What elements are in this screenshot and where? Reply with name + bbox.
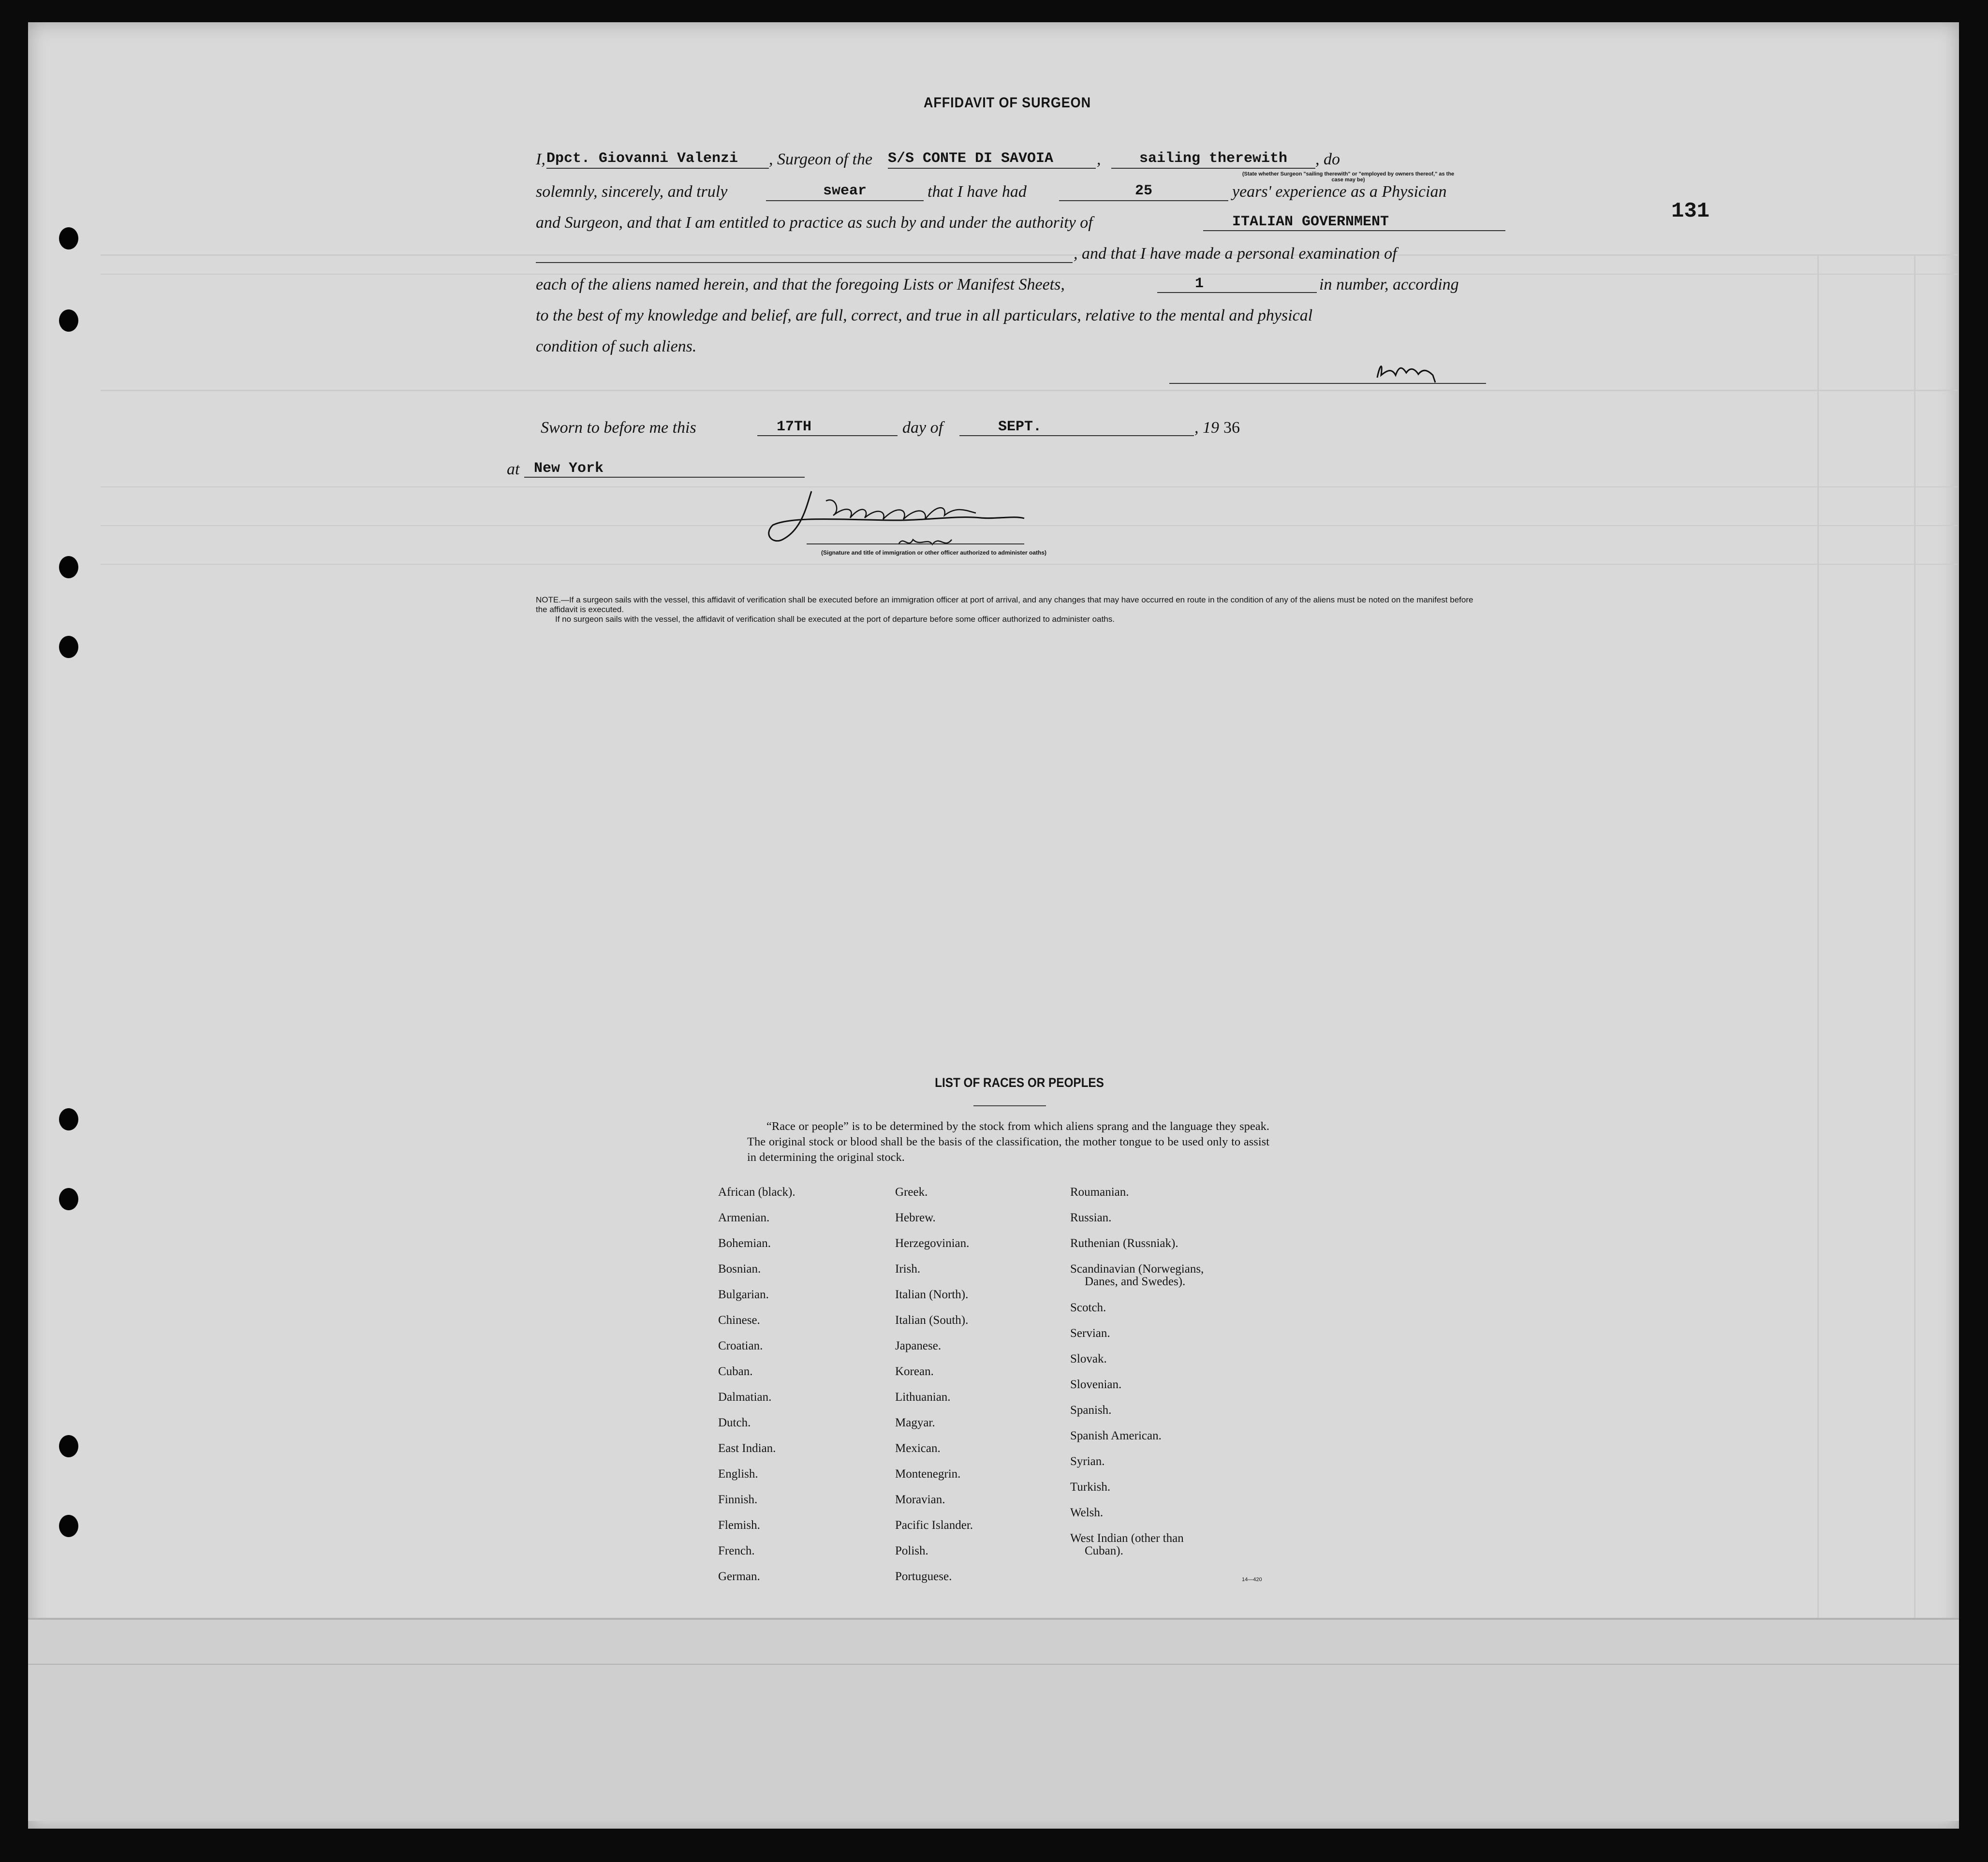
affidavit-line-2 (536, 183, 1503, 212)
text: , 19 (1194, 419, 1219, 437)
surgeon-signature (1372, 356, 1484, 385)
sworn-line (541, 419, 1508, 448)
binder-hole (59, 556, 78, 578)
race-item: Russian. (1070, 1211, 1112, 1224)
binder-hole (59, 309, 78, 332)
race-item: Lithuanian. (895, 1391, 951, 1404)
race-item: Bosnian. (718, 1262, 761, 1276)
affidavit-line-7 (536, 337, 1503, 367)
races-divider (973, 1105, 1046, 1106)
text: each of the aliens named herein, and that the foregoing Lists or Manifest Sheets, (536, 276, 1065, 293)
race-item: Dutch. (718, 1416, 751, 1429)
bottom-band (28, 1618, 1959, 1821)
race-item: Armenian. (718, 1211, 770, 1224)
race-item: Bohemian. (718, 1237, 771, 1250)
races-title: LIST OF RACES OR PEOPLES (935, 1075, 1104, 1090)
race-item: Italian (South). (895, 1314, 969, 1327)
race-item: East Indian. (718, 1442, 776, 1455)
affidavit-note (536, 595, 1484, 624)
text: and Surgeon, and that I am entitled to practice as such by and under the authority of (536, 214, 1093, 232)
race-item: Flemish. (718, 1519, 760, 1532)
race-item: Servian. (1070, 1327, 1110, 1340)
text: in number, according (1319, 276, 1459, 293)
text: years' experience as a Physician (1232, 183, 1447, 201)
race-item: Cuban. (718, 1365, 753, 1378)
race-item: Italian (North). (895, 1288, 969, 1301)
text: , (1097, 150, 1101, 168)
binder-hole (59, 1515, 78, 1537)
authority-continued-field (536, 244, 1073, 263)
race-item: Greek. (895, 1186, 928, 1199)
race-item: Roumanian. (1070, 1186, 1129, 1199)
race-item: French. (718, 1544, 755, 1557)
ghost-rule (1817, 254, 1819, 1657)
race-item: Hebrew. (895, 1211, 936, 1224)
sheets-field: 1 (1157, 275, 1317, 293)
affidavit-line-5 (536, 276, 1503, 305)
officer-signature-line (807, 543, 1024, 544)
binder-hole (59, 1108, 78, 1130)
race-item: English. (718, 1467, 758, 1481)
race-item: Moravian. (895, 1493, 945, 1506)
binder-hole (59, 1435, 78, 1457)
race-item: Spanish. (1070, 1404, 1112, 1417)
race-item (1070, 1525, 1204, 1564)
note-1: NOTE.—If a surgeon sails with the vessel, this affidavit of verification shall be executed before an immigration officer at port of arrival, and any changes that may have occurred en route in the condition of any of the aliens must be noted on the manifest before the affidavit is executed. (536, 595, 1473, 614)
race-item: Herzegovinian. (895, 1237, 970, 1250)
sailing-status-field: sailing therewith (1111, 149, 1315, 169)
races-intro-text: “Race or people” is to be determined by the stock from which aliens sprang and the language they speak. The original stock or blood shall be the basis of the classification, the mother tongue to be used only to assist in determining the original stock. (747, 1120, 1269, 1164)
race-item: Korean. (895, 1365, 934, 1378)
races-column-3 (1070, 1179, 1204, 1564)
race-item: Welsh. (1070, 1506, 1104, 1519)
affidavit-line-6 (536, 307, 1503, 336)
race-item-line: Cuban). (1085, 1544, 1123, 1557)
race-item: Slovenian. (1070, 1378, 1122, 1391)
race-item: Finnish. (718, 1493, 758, 1506)
text: Sworn to before me this (541, 419, 696, 437)
race-item: Ruthenian (Russniak). (1070, 1237, 1178, 1250)
race-item: African (black). (718, 1186, 795, 1199)
place-field: New York (524, 459, 805, 478)
ghost-rule (1914, 254, 1915, 1657)
oath-field: swear (766, 182, 924, 201)
race-item: Chinese. (718, 1314, 760, 1327)
text: I, (536, 150, 545, 168)
race-item-line: Scandinavian (Norwegians, (1070, 1262, 1204, 1276)
surgeon-name-field: Dpct. Giovanni Valenzi (546, 149, 769, 169)
race-item: Croatian. (718, 1339, 763, 1352)
race-item: Magyar. (895, 1416, 935, 1429)
binder-hole (59, 636, 78, 658)
races-column-2 (895, 1179, 973, 1589)
race-item: Spanish American. (1070, 1429, 1162, 1442)
page-number: 131 (1671, 199, 1710, 223)
text: solemnly, sincerely, and truly (536, 183, 728, 201)
note-2: If no surgeon sails with the vessel, the affidavit of verification shall be executed at the port of departure before some officer authorized to administer oaths. (555, 615, 1115, 624)
race-item: Polish. (895, 1544, 928, 1557)
text: at (507, 460, 520, 478)
text: condition of such aliens. (536, 337, 697, 355)
text: , and that I have made a personal examination of (1074, 245, 1397, 263)
race-item: Mexican. (895, 1442, 941, 1455)
sailing-note: (State whether Surgeon "sailing therewith" or "employed by owners thereof," as the case may be) (1242, 171, 1455, 183)
binder-hole (59, 227, 78, 249)
day-field: 17TH (757, 418, 898, 436)
race-item: Slovak. (1070, 1352, 1107, 1365)
race-item: German. (718, 1570, 760, 1583)
ghost-rule (101, 274, 1958, 275)
race-item-line: Danes, and Swedes). (1085, 1275, 1186, 1288)
race-item: Japanese. (895, 1339, 942, 1352)
race-item: Portuguese. (895, 1570, 952, 1583)
race-item: Pacific Islander. (895, 1519, 973, 1532)
years-field: 25 (1059, 182, 1228, 201)
race-item-line: West Indian (other than (1070, 1532, 1184, 1545)
bottom-line (28, 1664, 1959, 1665)
text: , do (1315, 150, 1340, 168)
bottom-line (28, 1618, 1959, 1620)
text: , Surgeon of the (769, 150, 873, 168)
races-intro (747, 1119, 1269, 1165)
month-field: SEPT. (959, 418, 1194, 436)
binder-hole (59, 1188, 78, 1210)
vessel-field: S/S CONTE DI SAVOIA (888, 149, 1096, 169)
affidavit-line-3 (536, 214, 1503, 243)
text: that I have had (928, 183, 1027, 201)
race-item: Scotch. (1070, 1301, 1106, 1314)
text: to the best of my knowledge and belief, are full, correct, and true in all particulars, relative to the mental and physical (536, 307, 1313, 324)
authority-field: ITALIAN GOVERNMENT (1203, 213, 1505, 231)
officer-caption: (Signature and title of immigration or other officer authorized to administer oaths) (821, 549, 1047, 556)
race-item (1070, 1256, 1204, 1295)
races-column-1 (718, 1179, 795, 1589)
race-item: Syrian. (1070, 1455, 1105, 1468)
ghost-rule (101, 564, 1958, 565)
text: day of (902, 419, 943, 437)
race-item: Dalmatian. (718, 1391, 772, 1404)
race-item: Turkish. (1070, 1481, 1111, 1494)
ghost-rule (101, 390, 1958, 391)
form-code: 14—420 (1242, 1577, 1262, 1583)
affidavit-title: AFFIDAVIT OF SURGEON (923, 95, 1091, 111)
manifest-sheet (28, 22, 1959, 1829)
race-item: Montenegrin. (895, 1467, 961, 1481)
year-field: 36 (1223, 419, 1240, 437)
affidavit-line-4 (536, 245, 1503, 274)
race-item: Bulgarian. (718, 1288, 769, 1301)
race-item: Irish. (895, 1262, 921, 1276)
